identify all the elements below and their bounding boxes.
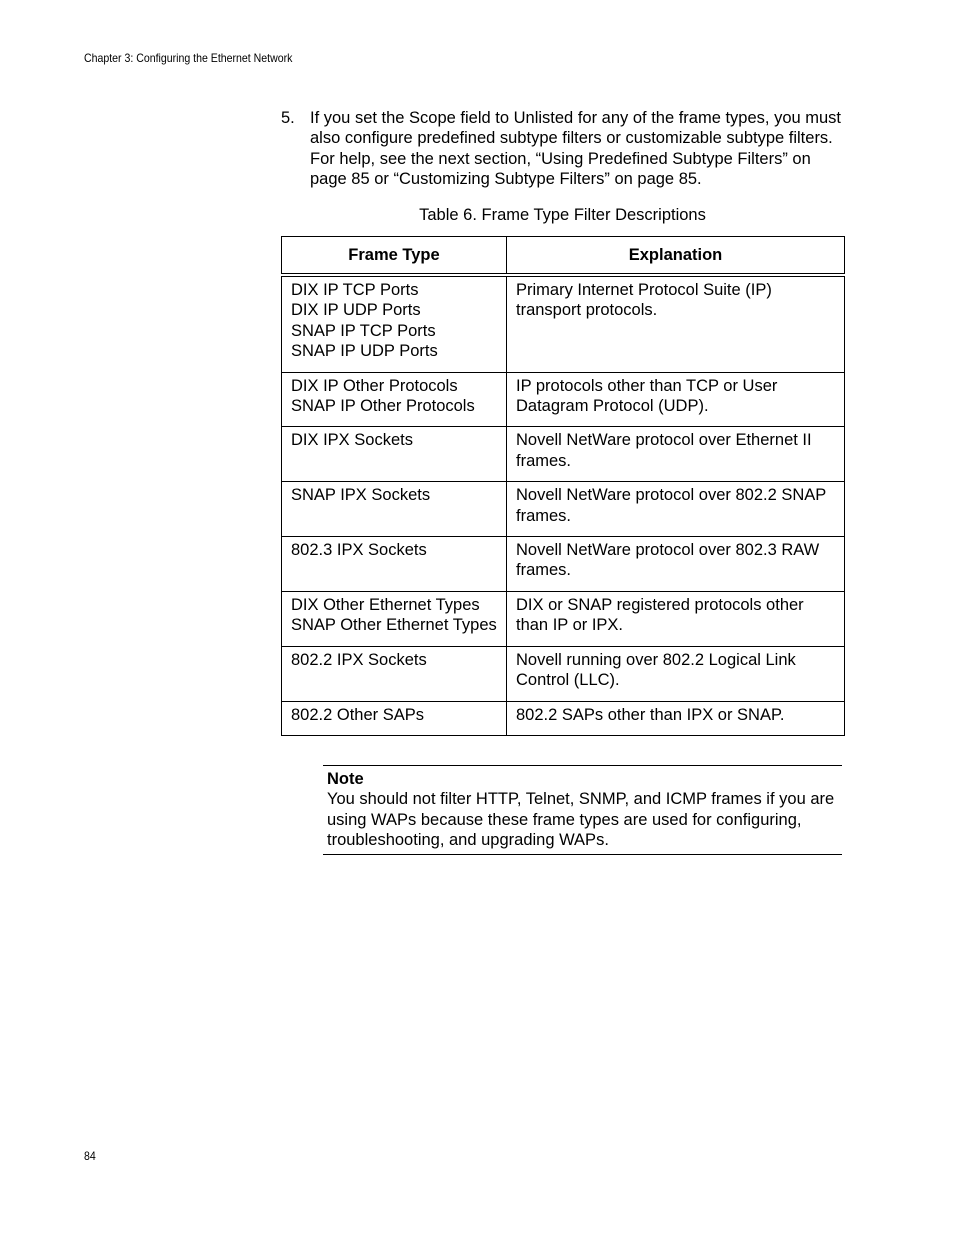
column-header-explanation: Explanation [507, 237, 845, 276]
frame-type-name: SNAP IPX Sockets [291, 486, 431, 505]
explanation-cell: Novell NetWare protocol over 802.3 RAW frames. [507, 537, 845, 592]
note-box [323, 765, 842, 855]
frame-type-cell [282, 275, 507, 372]
frame-type-name: 802.3 IPX Sockets [291, 541, 427, 560]
frame-type-cell [282, 646, 507, 701]
table-row [282, 427, 845, 482]
frame-type-cell [282, 372, 507, 427]
explanation-cell: Novell running over 802.2 Logical Link Control (LLC). [507, 646, 845, 701]
table-body [282, 275, 845, 735]
frame-type-name: SNAP IP UDP Ports [291, 342, 438, 361]
running-header: Chapter 3: Configuring the Ethernet Network [84, 51, 293, 65]
frame-type-name: DIX IP UDP Ports [291, 301, 421, 320]
frame-type-name: 802.2 Other SAPs [291, 705, 424, 724]
step-number: 5. [281, 109, 295, 127]
frame-type-name: DIX IP TCP Ports [291, 281, 419, 299]
explanation-cell: Primary Internet Protocol Suite (IP) transport protocols. [507, 275, 845, 372]
procedure-step [281, 108, 846, 190]
frame-type-cell [282, 427, 507, 482]
table-row [282, 482, 845, 537]
table-row [282, 591, 845, 646]
note-text: You should not filter HTTP, Telnet, SNMP, and ICMP frames if you are using WAPs because these frame types are used for configuring, troubleshooting, and upgrading WAPs. [327, 790, 835, 850]
frame-type-cell [282, 701, 507, 735]
frame-type-name: DIX IPX Sockets [291, 431, 413, 450]
table-caption: Table 6. Frame Type Filter Descriptions [419, 206, 706, 224]
frame-type-name: DIX IP Other Protocols [291, 376, 458, 395]
frame-type-name: SNAP IP TCP Ports [291, 321, 436, 340]
frame-type-cell [282, 482, 507, 537]
frame-type-name: SNAP Other Ethernet Types [291, 616, 497, 635]
explanation-cell: DIX or SNAP registered protocols other than IP or IPX. [507, 591, 845, 646]
step-text: If you set the Scope field to Unlisted for any of the frame types, you must also configure predefined subtype filters or customizable subtype filters. For help, see the next section, “Using Predefined Subtype Filters” on page 85 or “Customizing Subtype Filters” on page 85. [310, 109, 842, 189]
explanation-cell: 802.2 SAPs other than IPX or SNAP. [507, 701, 845, 735]
frame-type-cell [282, 537, 507, 592]
table-row [282, 537, 845, 592]
table-row [282, 372, 845, 427]
note-title: Note [327, 770, 364, 788]
frame-type-name: 802.2 IPX Sockets [291, 650, 427, 669]
column-header-frame-type: Frame Type [282, 237, 507, 276]
explanation-cell: IP protocols other than TCP or User Datagram Protocol (UDP). [507, 372, 845, 427]
frame-type-cell [282, 591, 507, 646]
explanation-cell: Novell NetWare protocol over 802.2 SNAP frames. [507, 482, 845, 537]
frame-type-name: DIX Other Ethernet Types [291, 595, 480, 614]
table-row [282, 275, 845, 372]
explanation-cell: Novell NetWare protocol over Ethernet II frames. [507, 427, 845, 482]
table-row [282, 646, 845, 701]
table-header-row [282, 237, 845, 276]
table-row [282, 701, 845, 735]
frame-type-name: SNAP IP Other Protocols [291, 397, 475, 416]
frame-type-filter-table [281, 236, 845, 736]
page-number: 84 [84, 1149, 96, 1163]
